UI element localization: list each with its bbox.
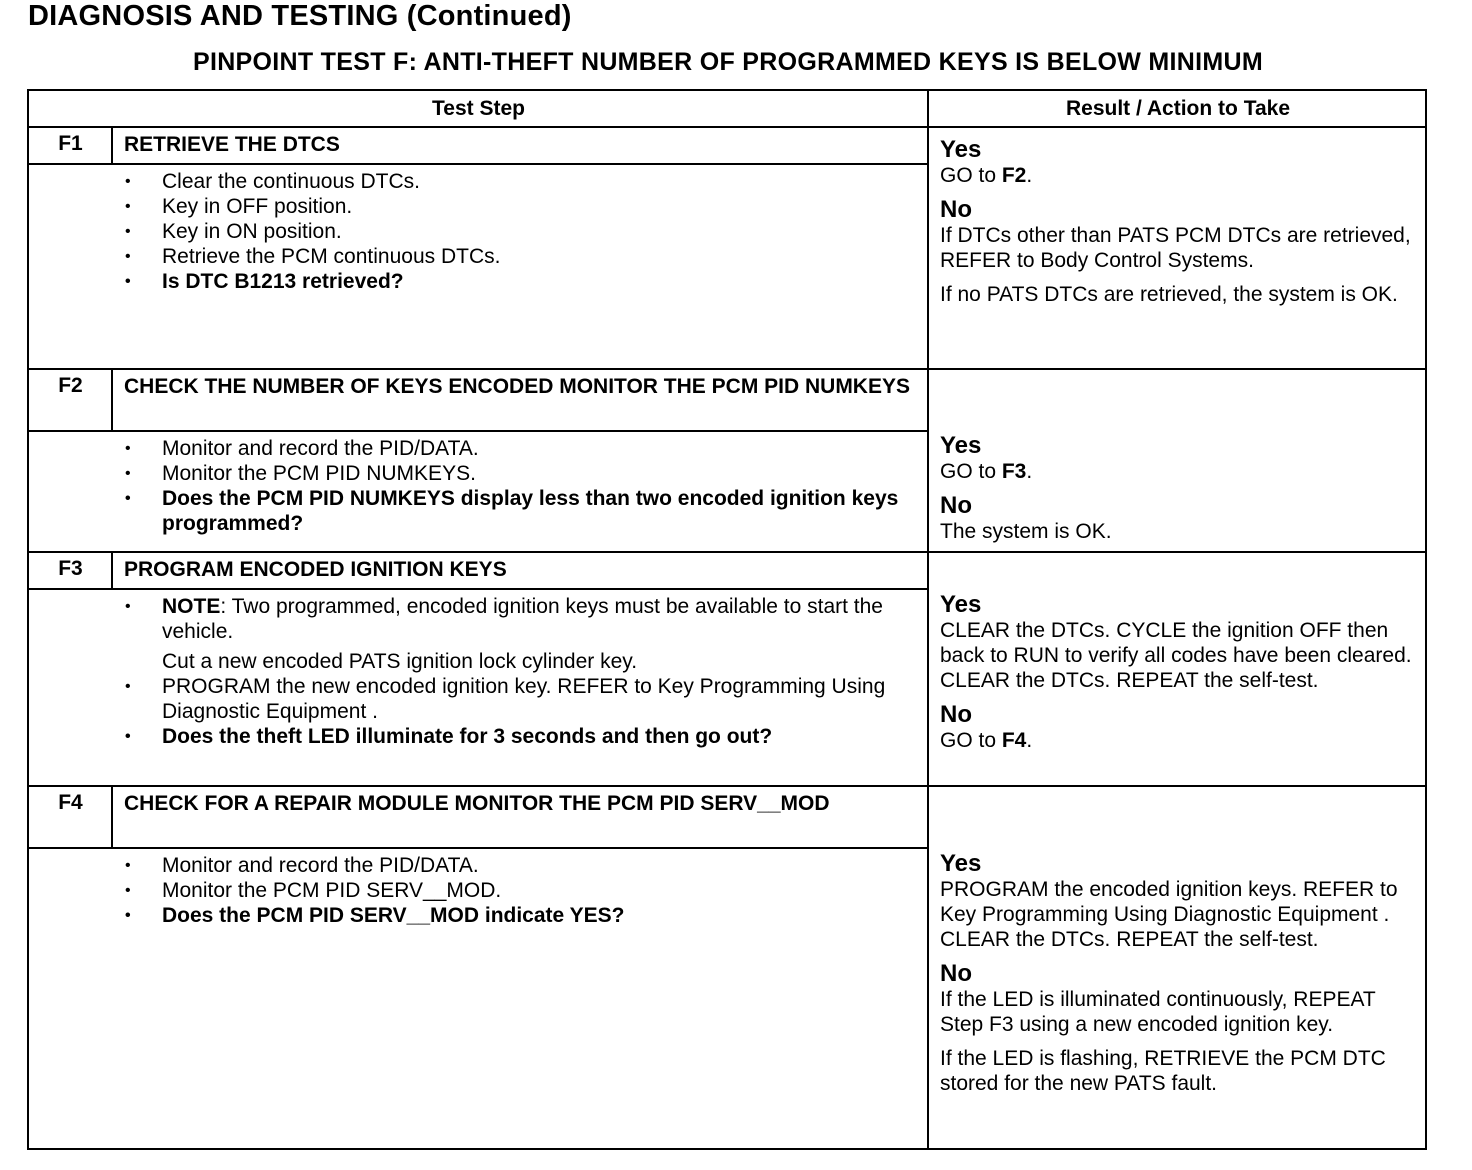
- yes-action: CLEAR the DTCs. CYCLE the ignition OFF then back to RUN to verify all codes have been cleared. CLEAR the DTCs. REPEAT the self-test.: [940, 619, 1412, 692]
- f4-title-rule: [29, 847, 928, 849]
- list-item: • Monitor and record the PID/DATA.: [117, 853, 917, 878]
- header-rule: [29, 126, 1425, 128]
- step-id-f4: F4: [58, 791, 83, 814]
- yes-label: Yes: [940, 136, 982, 163]
- step-title-f2: CHECK THE NUMBER OF KEYS ENCODED MONITOR THE PCM PID NUMKEYS: [124, 375, 910, 398]
- list-item: • Retrieve the PCM continuous DTCs.: [117, 244, 917, 269]
- step-actions-f1: [117, 169, 917, 294]
- no-action: If DTCs other than PATS PCM DTCs are retrieved, REFER to Body Control Systems.: [940, 224, 1411, 272]
- step-title-f3: PROGRAM ENCODED IGNITION KEYS: [124, 558, 507, 581]
- pinpoint-test-table: [27, 89, 1427, 1150]
- no-label: No: [940, 492, 972, 519]
- no-action: GO to F4.: [940, 729, 1033, 752]
- result-f4: [940, 851, 1420, 1096]
- header-result-action: Result / Action to Take: [1065, 97, 1291, 120]
- f2-title-rule: [29, 430, 928, 432]
- f1-title-rule: [29, 163, 928, 165]
- list-item: • Clear the continuous DTCs.: [117, 169, 917, 194]
- note-label: NOTE: [162, 595, 221, 618]
- yes-action: PROGRAM the encoded ignition keys. REFER to Key Programming Using Diagnostic Equipment . CLEAR the DTCs. REPEAT the self-test.: [940, 878, 1398, 951]
- list-item: • PROGRAM the new encoded ignition key. REFER to Key Programming Using Diagnostic Equipment .: [117, 674, 917, 724]
- column-divider: [927, 91, 929, 1150]
- step-actions-f3: [117, 594, 917, 749]
- step-title-f4: CHECK FOR A REPAIR MODULE MONITOR THE PCM PID SERV__MOD: [124, 792, 830, 815]
- list-item: • Monitor and record the PID/DATA.: [117, 436, 917, 461]
- list-item-note: [117, 594, 917, 644]
- list-item: • Key in OFF position.: [117, 194, 917, 219]
- list-item: Cut a new encoded PATS ignition lock cylinder key.: [162, 650, 638, 673]
- page-title: DIAGNOSIS AND TESTING (Continued): [28, 0, 572, 32]
- no-action: If the LED is illuminated continuously, REPEAT Step F3 using a new encoded ignition key.: [940, 988, 1376, 1036]
- list-item-question: • Is DTC B1213 retrieved?: [117, 269, 917, 294]
- result-f2: [940, 433, 1420, 544]
- f3-title-rule: [29, 588, 928, 590]
- step-id-f3: F3: [58, 557, 83, 580]
- no-action-2: If no PATS DTCs are retrieved, the system is OK.: [940, 283, 1398, 306]
- list-item: • Monitor the PCM PID SERV__MOD.: [117, 878, 917, 903]
- step-id-f1: F1: [58, 132, 83, 155]
- step-title-f1: RETRIEVE THE DTCS: [124, 133, 340, 156]
- list-item-question: • Does the PCM PID SERV__MOD indicate YES?: [117, 903, 917, 928]
- list-item-question: • Does the PCM PID NUMKEYS display less than two encoded ignition keys programmed?: [117, 486, 917, 536]
- f2-end-rule: [29, 551, 1425, 553]
- result-f3: [940, 592, 1420, 753]
- yes-label: Yes: [940, 850, 982, 877]
- header-test-step: Test Step: [432, 97, 525, 120]
- yes-action: GO to F3.: [940, 460, 1033, 483]
- no-action: The system is OK.: [940, 520, 1112, 543]
- f3-end-rule: [29, 785, 1425, 787]
- step-id-f2: F2: [58, 374, 83, 397]
- list-item: • Key in ON position.: [117, 219, 917, 244]
- step-actions-f4: [117, 853, 917, 928]
- f1-end-rule: [29, 368, 1425, 370]
- list-item: • Monitor the PCM PID NUMKEYS.: [117, 461, 917, 486]
- result-f1: [940, 137, 1420, 307]
- step-actions-f2: [117, 436, 917, 536]
- yes-label: Yes: [940, 432, 982, 459]
- no-action-2: If the LED is flashing, RETRIEVE the PCM DTC stored for the new PATS fault.: [940, 1047, 1386, 1095]
- pinpoint-test-title: PINPOINT TEST F: ANTI-THEFT NUMBER OF PROGRAMMED KEYS IS BELOW MINIMUM: [192, 48, 1264, 76]
- yes-action: GO to F2.: [940, 164, 1033, 187]
- yes-label: Yes: [940, 591, 982, 618]
- note-text: : Two programmed, encoded ignition keys must be available to start the vehicle.: [162, 595, 883, 643]
- no-label: No: [940, 196, 972, 223]
- list-item-question: • Does the theft LED illuminate for 3 seconds and then go out?: [117, 724, 917, 749]
- no-label: No: [940, 960, 972, 987]
- no-label: No: [940, 701, 972, 728]
